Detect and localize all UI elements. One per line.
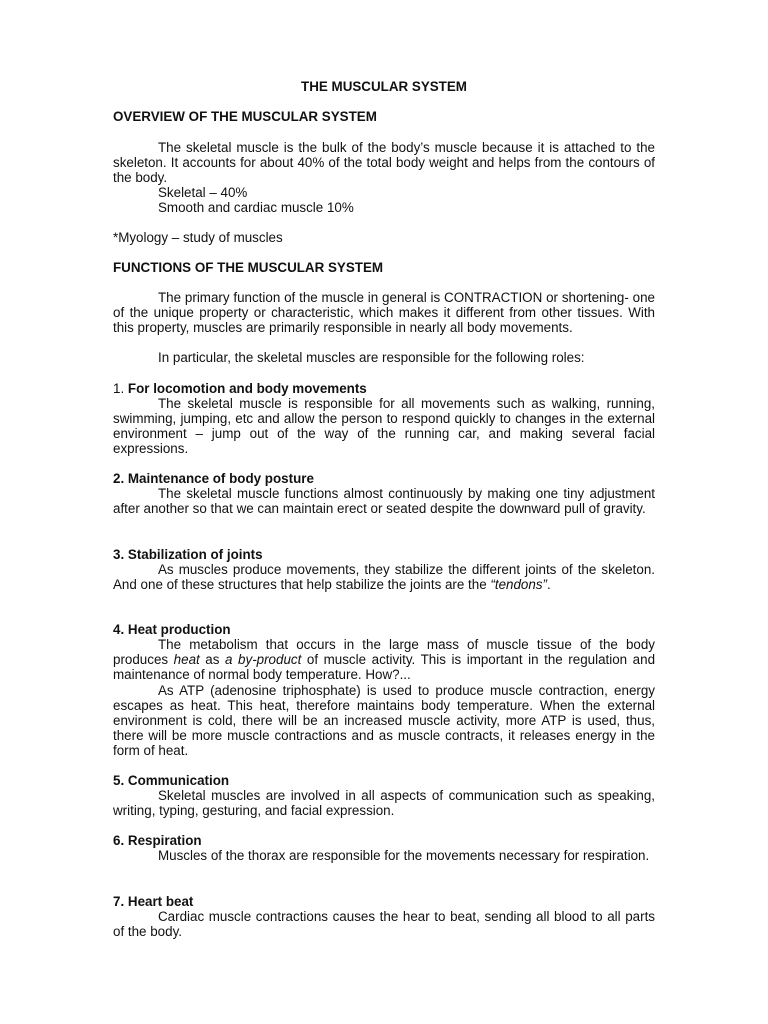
overview-paragraph: The skeletal muscle is the bulk of the body’s muscle because it is attached to the skeleton. It accounts for about 40% of the total body weight and helps from the contours of the body. (113, 140, 655, 186)
overview-list-item-skeletal: Skeletal – 40% (158, 185, 248, 200)
heat-term: heat (173, 652, 200, 668)
text-run: as (199, 652, 226, 668)
function-item-1-text: The skeletal muscle is responsible for all movements such as walking, running, swimming, jumping, etc and allow the person to respond quickly to changes in the external environment – jump out of the way of the running car, and making several facial expressions. (113, 396, 655, 457)
function-item-7-text: Cardiac muscle contractions causes the hear to beat, sending all blood to all parts of the body. (113, 909, 655, 940)
functions-heading: FUNCTIONS OF THE MUSCULAR SYSTEM (113, 260, 384, 275)
function-item-3-text-end: . (546, 577, 551, 593)
document-title: THE MUSCULAR SYSTEM (301, 79, 467, 94)
function-item-title: For locomotion and body movements (127, 381, 367, 396)
function-item-number: 2. (113, 471, 125, 486)
function-item-6-heading (113, 833, 655, 848)
function-item-title: Communication (127, 773, 230, 788)
function-item-4-text-1 (113, 637, 655, 682)
function-item-2-heading (113, 471, 655, 486)
text-run: The metabolism that occurs in the large mass of muscle tissue of the body produces (113, 637, 655, 668)
function-item-5-heading (113, 773, 655, 788)
myology-note: *Myology – study of muscles (113, 230, 283, 245)
function-item-3-heading (113, 547, 655, 562)
function-item-title: Maintenance of body posture (127, 471, 314, 486)
function-item-2-text: The skeletal muscle functions almost continuously by making one tiny adjustment after another so that we can maintain erect or seated despite the downward pull of gravity. (113, 486, 655, 517)
function-item-title: Heat production (127, 622, 231, 637)
function-item-6-text: Muscles of the thorax are responsible for the movements necessary for respiration. (158, 848, 650, 863)
function-item-number: 6. (113, 833, 125, 848)
function-item-title: Respiration (127, 833, 202, 848)
function-item-3-text (113, 562, 655, 592)
function-item-5-text: Skeletal muscles are involved in all aspects of communication such as speaking, writing, typing, gesturing, and facial expression. (113, 788, 655, 819)
function-item-number: 7. (113, 894, 125, 909)
function-item-title: Heart beat (127, 894, 194, 909)
by-product-term: a by-product (225, 652, 302, 668)
function-item-number: 5. (113, 773, 125, 788)
functions-intro-roles: In particular, the skeletal muscles are responsible for the following roles: (158, 350, 585, 365)
function-item-number: 4. (113, 622, 125, 637)
functions-intro: The primary function of the muscle in general is CONTRACTION or shortening- one of the unique property or characteristic, which makes it different from other tissues. With this property, muscles are primarily responsible in nearly all body movements. (113, 290, 655, 336)
function-item-number: 3. (113, 547, 125, 562)
tendons-term: “tendons” (490, 577, 547, 593)
function-item-number: 1. (113, 381, 125, 396)
function-item-3-text-main: As muscles produce movements, they stabilize the different joints of the skeleton. And one of these structures that help stabilize the joints are the (113, 562, 655, 593)
function-item-1-heading (113, 381, 655, 396)
function-item-4-heading (113, 622, 655, 637)
function-item-4-text-2: As ATP (adenosine triphosphate) is used to produce muscle contraction, energy escapes as heat. This heat, therefore maintains body temperature. When the external environment is cold, there will be an increased muscle activity, more ATP is used, thus, there will be more muscle contractions and as muscle contracts, it releases energy in the form of heat. (113, 683, 655, 759)
overview-list-item-smooth-cardiac: Smooth and cardiac muscle 10% (158, 200, 354, 215)
function-item-7-heading (113, 894, 655, 909)
overview-heading: OVERVIEW OF THE MUSCULAR SYSTEM (113, 109, 377, 124)
function-item-title: Stabilization of joints (127, 547, 263, 562)
text-run: of muscle activity. This is important in the regulation and maintenance of normal body temperature. How?... (113, 652, 656, 683)
